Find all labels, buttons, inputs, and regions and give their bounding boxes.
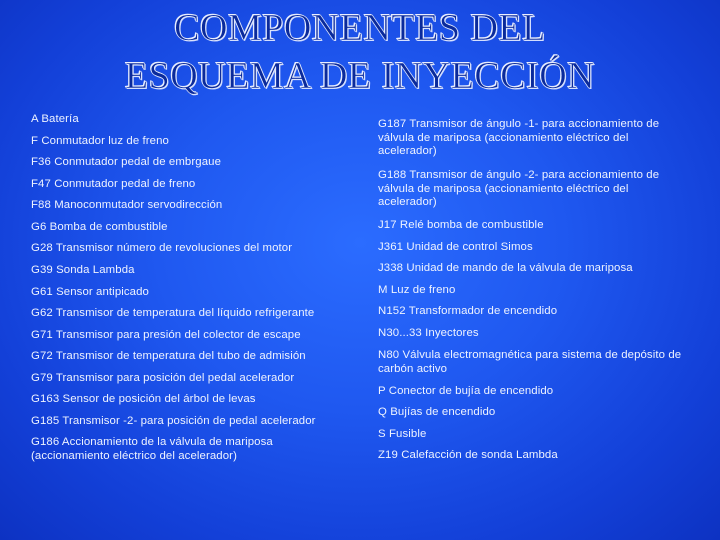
list-item: J338 Unidad de mando de la válvula de mariposa [378, 262, 633, 274]
list-item: S Fusible [378, 428, 427, 440]
list-item: Z19 Calefacción de sonda Lambda [378, 449, 558, 461]
slide-title [0, 4, 720, 100]
list-item: F88 Manoconmutador servodirección [31, 199, 223, 211]
list-item: G186 Accionamiento de la válvula de mariposa (accionamiento eléctrico del acelerador) [31, 436, 273, 462]
list-item: F36 Conmutador pedal de embrgaue [31, 156, 221, 168]
list-item: N152 Transformador de encendido [378, 305, 558, 317]
list-item: G6 Bomba de combustible [31, 221, 168, 233]
list-item: G187 Transmisor de ángulo -1- para accionamiento de válvula de mariposa (accionamiento eléctrico del acelerador) [378, 118, 660, 157]
list-item: G188 Transmisor de ángulo -2- para accionamiento de válvula de mariposa (accionamiento eléctrico del acelerador) [378, 169, 660, 208]
list-item: G79 Transmisor para posición del pedal acelerador [31, 372, 295, 384]
list-item: G163 Sensor de posición del árbol de levas [31, 393, 256, 405]
list-item: J17 Relé bomba de combustible [378, 219, 544, 231]
list-item: F47 Conmutador pedal de freno [31, 178, 196, 190]
list-item: G72 Transmisor de temperatura del tubo de admisión [31, 350, 306, 362]
list-item: G28 Transmisor número de revoluciones del motor [31, 242, 293, 254]
title-line-1: COMPONENTES DEL [174, 7, 546, 49]
list-item: G61 Sensor antipicado [31, 286, 149, 298]
list-item: G71 Transmisor para presión del colector de escape [31, 329, 301, 341]
list-item: M Luz de freno [378, 284, 456, 296]
title-line-2: ESQUEMA DE INYECCIÓN [124, 55, 596, 97]
list-item: N30...33 Inyectores [378, 327, 479, 339]
list-item: N80 Válvula electromagnética para sistema de depósito de carbón activo [378, 349, 682, 375]
list-item: P Conector de bujía de encendido [378, 385, 554, 397]
list-item: A Batería [31, 113, 79, 125]
list-item: Q Bujías de encendido [378, 406, 496, 418]
list-item: G39 Sonda Lambda [31, 264, 135, 276]
list-item: F Conmutador luz de freno [31, 135, 169, 147]
list-item: G185 Transmisor -2- para posición de pedal acelerador [31, 415, 316, 427]
list-item: G62 Transmisor de temperatura del líquido refrigerante [31, 307, 315, 319]
list-item: J361 Unidad de control Simos [378, 241, 533, 253]
